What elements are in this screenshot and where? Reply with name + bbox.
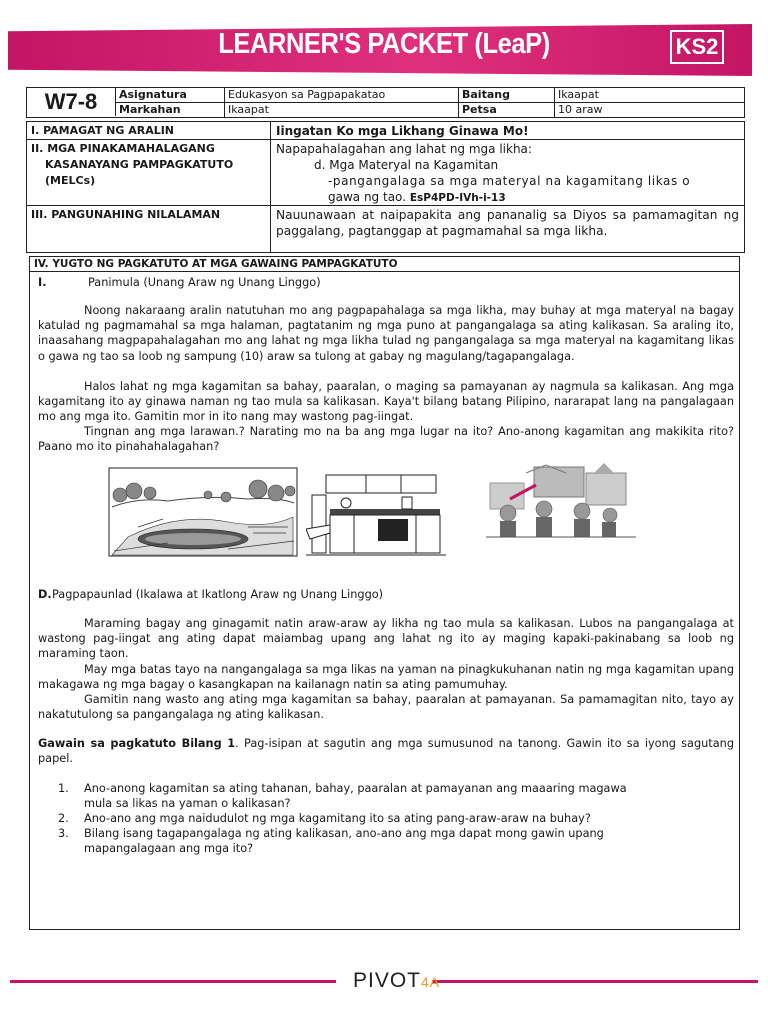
question-1-line2: mula sa likas na yaman o kalikasan? xyxy=(84,797,291,810)
partD-marker: D. xyxy=(38,588,52,601)
melcs-label-line2: KASANAYANG PAMPAGKATUTO xyxy=(45,158,234,171)
town-illustration xyxy=(486,463,636,539)
gawain-label: Gawain sa pagkatuto Bilang 1 xyxy=(38,737,236,750)
paragraph-5: May mga batas tayo na nangangalaga sa mga likas na yaman na pinagkukuhanan natin ng mga kagamitan upang makagawa ng mga bagay o kasangkapan na kailanagn natin sa ating pamumuhay. xyxy=(38,663,734,692)
nilalaman-content: Nauunawaan at naipapakita ang pananalig sa Diyos sa pamamagitan ng paggalang, pagtanggap at pagmamahal sa mga likha. xyxy=(276,208,739,238)
section-pamagat-label: I. PAMAGAT NG ARALIN xyxy=(27,122,271,139)
paragraph-4: Maraming bagay ang ginagamit natin araw-araw ay likha ng tao mula sa kalikasan. Lubos na pangangalaga at wastong pag-iingat ang ating dapat maiambag upang ang lahat ng ito ay maging kapaki-pakinabang sa loob ng maraming taon. xyxy=(38,617,734,661)
partD-title: Pagpapaunlad (Ikalawa at Ikatlong Araw ng Unang Linggo) xyxy=(52,588,384,601)
section-melcs xyxy=(26,139,745,206)
markahan-value: Ikaapat xyxy=(225,103,459,117)
paragraph-1: Noong nakaraang aralin natutuhan mo ang pagpapahalaga sa mga likha, may buhay at mga materyal na bagay katulad ng pagmamahal sa mga halaman, pagtatanim ng mga puno at pangangalaga sa ating kalikasan. Sa araling ito, inaasahang magpapahalagahan mo ang lahat ng mga likha tulad ng pangangalaga sa mga materyal na kagamitang likas o gawa ng tao sa loob ng sampung (10) araw sa tulong at gabay ng magulang/tagapangalaga. xyxy=(38,304,734,363)
question-1-number: 1. xyxy=(58,782,69,795)
question-3-line1: Bilang isang tagapangalaga ng ating kalikasan, ano-ano ang mga dapat mong gawin upang xyxy=(84,827,604,840)
question-2-number: 2. xyxy=(58,812,69,825)
question-3-number: 3. xyxy=(58,827,69,840)
footer-line-left xyxy=(10,980,336,983)
gawain-instructions: . Pag-isipan at sagutin ang mga sumusunod na tanong. Gawin ito sa iyong sagutang papel. xyxy=(38,737,734,766)
melcs-label-line1: II. MGA PINAKAMAHALAGANG xyxy=(31,142,215,155)
markahan-label: Markahan xyxy=(116,103,225,117)
park-illustration xyxy=(108,467,298,557)
section-pamagat xyxy=(26,121,745,140)
baitang-label: Baitang xyxy=(459,88,555,102)
info-table xyxy=(26,87,745,118)
activities-heading: IV. YUGTO NG PAGKATUTO AT MGA GAWAING PAMPAGKATUTO xyxy=(30,257,739,272)
footer-line-right xyxy=(432,980,758,983)
part1-marker: I. xyxy=(38,276,47,289)
section-melcs-label xyxy=(27,140,271,205)
learning-activities-box xyxy=(29,256,740,930)
question-2-line1: Ano-ano ang mga naidudulot ng mga kagamitang ito sa ating pang-araw-araw na buhay? xyxy=(84,812,591,825)
section-nilalaman-label: III. PANGUNAHING NILALAMAN xyxy=(27,206,271,252)
asignatura-value: Edukasyon sa Pagpapakatao xyxy=(225,88,459,102)
gawain-1 xyxy=(38,736,734,766)
melcs-code: EsP4PD-IVh-i-13 xyxy=(409,192,506,204)
melcs-line3: -pangangalaga sa mga materyal na kagamitang likas o xyxy=(328,174,691,188)
paragraph-2: Halos lahat ng mga kagamitan sa bahay, paaralan, o maging sa pamayanan ay nagmula sa kalikasan. Ang mga kagamitang ito ay ginawa naman ng tao mula sa kalikasan. Kaya't bilang batang Pilipino, nararapat lang na pangalagaan mo ang mga ito. Gamitin mor in ito nang may wastong pag-iingat. xyxy=(38,380,734,424)
baitang-value: Ikaapat xyxy=(558,88,599,101)
lesson-title: Iingatan Ko mga Likhang Ginawa Mo! xyxy=(276,124,529,138)
paragraph-3: Tingnan ang mga larawan.? Narating mo na ba ang mga lugar na ito? Ano-anong kagamitan ang makikita rito? Paano mo ito pinahahalagahan? xyxy=(38,425,734,454)
petsa-value: 10 araw xyxy=(558,103,603,116)
petsa-label: Petsa xyxy=(459,103,555,117)
melcs-label-line3: (MELCs) xyxy=(45,174,96,187)
asignatura-label: Asignatura xyxy=(116,88,225,102)
question-3-line2: mapangalagaan ang mga ito? xyxy=(84,842,254,855)
part1-title: Panimula (Unang Araw ng Unang Linggo) xyxy=(88,276,321,289)
paragraph-6: Gamitin nang wasto ang ating mga kagamitan sa bahay, paaralan at pamayanan. Sa pamamagitan nito, tayo ay nakatutulong sa pangangalaga ng ating kalikasan. xyxy=(38,693,734,722)
melcs-line2: d. Mga Materyal na Kagamitan xyxy=(314,158,499,172)
pivot-logo: PIVOT4A xyxy=(353,969,441,992)
melcs-line1: Napapahalagahan ang lahat ng mga likha: xyxy=(276,142,532,156)
packet-title: LEARNER'S PACKET (LeaP) xyxy=(218,28,550,60)
kitchen-illustration xyxy=(306,469,446,557)
melcs-content xyxy=(271,140,744,205)
question-1-line1: Ano-anong kagamitan sa ating tahanan, bahay, paaralan at pamayanan ang maaaring magawa xyxy=(84,782,627,795)
section-nilalaman xyxy=(26,205,745,253)
key-stage-badge: KS2 xyxy=(670,30,724,64)
melcs-line4: gawa ng tao. xyxy=(328,190,406,204)
week-label: W7-8 xyxy=(27,88,116,116)
